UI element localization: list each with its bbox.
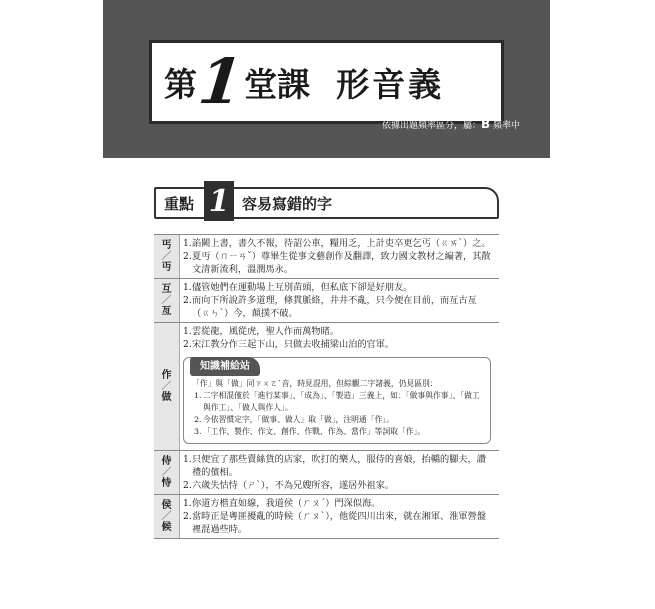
item-num: 2. [183, 339, 192, 350]
label-slash: ／ [161, 381, 172, 392]
item-num: 1. [183, 238, 192, 249]
knowledge-point [192, 414, 482, 426]
label-bottom: 丏 [161, 262, 172, 273]
section-label: 重點 [164, 194, 195, 213]
list-item [183, 338, 495, 351]
item-num: 1. [183, 326, 192, 337]
row-label [154, 279, 180, 322]
row-label [154, 451, 180, 494]
point-text: 今依習慣定字，「做事、做人」取「做」，注明通「作」。 [203, 415, 395, 424]
item-text: 諂闕上書，書久不報，待詔公車，糧用乏，上計吏卒更乞丐（ㄍㄞˋ）之。 [192, 238, 491, 249]
list-item [183, 497, 495, 510]
label-bottom: 亙 [161, 306, 172, 317]
item-text: 你道方楷直如線，我道侯（ㄏㄡˊ）門深似海。 [192, 498, 381, 509]
item-num: 1. [183, 282, 192, 293]
label-slash: ／ [161, 511, 172, 522]
item-num: 1. [183, 498, 192, 509]
item-num: 2. [183, 251, 192, 262]
list-item [183, 294, 495, 320]
item-num: 2. [183, 511, 192, 522]
row-body [180, 235, 499, 278]
knowledge-title: 知識補給站 [190, 357, 260, 376]
label-top: 作 [161, 370, 172, 381]
point-num: 2. [194, 415, 202, 424]
item-text: 宋江教分作三起下山，只做去收捕梁山泊的官軍。 [192, 339, 395, 350]
knowledge-point [192, 390, 482, 414]
knowledge-point [192, 426, 482, 438]
label-top: 侍 [161, 456, 172, 467]
knowledge-intro: 「作」與「做」同ㄗㄨㄛˋ音，時見混用，但綜觀二字諸義，仍見區別： [192, 379, 438, 388]
list-item [183, 237, 495, 250]
section-number: 1 [204, 181, 234, 221]
knowledge-box [183, 357, 491, 444]
label-top: 丐 [161, 240, 172, 251]
table-row [154, 235, 499, 279]
row-label [154, 323, 180, 450]
content-table [154, 234, 499, 539]
row-body [180, 451, 499, 494]
label-bottom: 恃 [161, 478, 172, 489]
row-body [180, 279, 499, 322]
item-text: 夏丏（ㄇㄧㄢˇ）尊畢生從事文藝創作及翻譯，致力國文教材之編著，其散文清新流利，溫潤馬永。 [192, 251, 491, 275]
label-slash: ／ [161, 467, 172, 478]
table-row [154, 451, 499, 495]
label-top: 侯 [161, 500, 172, 511]
title-suffix: 堂課 [244, 64, 311, 104]
section-heading [154, 183, 499, 219]
list-item [183, 281, 495, 294]
lesson-name: 形音義 [336, 64, 445, 104]
label-slash: ／ [161, 295, 172, 306]
point-text: 二字相混僅於「進行某事」、「成為」、「製造」三義上，如：「做事與作事」、「做工與作工」、「做人與作人」。 [203, 391, 480, 412]
item-text: 只便宜了那些賣絲貨的店家，吹打的樂人，服侍的喜娘，抬轎的腳夫，讚禮的儐相。 [192, 454, 486, 478]
label-top: 互 [161, 284, 172, 295]
item-num: 1. [183, 454, 192, 465]
table-row [154, 495, 499, 539]
item-text: 雲從龍，風從虎，聖人作而萬物睹。 [192, 326, 339, 337]
label-bottom: 做 [161, 392, 172, 403]
label-slash: ／ [161, 251, 172, 262]
row-label [154, 235, 180, 278]
item-num: 2. [183, 480, 192, 491]
title-prefix: 第 [164, 64, 197, 104]
point-text: 「工作、製作、作文、創作、作戰、作為、當作」等詞取「作」。 [203, 427, 426, 436]
lesson-title-box [149, 40, 504, 124]
row-body [180, 495, 499, 538]
item-text: 當時正是粵匪擾亂的時候（ㄏㄡˋ），他從四川出來，就在湘軍、淮軍營盤裡混過些時。 [192, 511, 486, 535]
item-text: 儘管她們在運動場上互別苗頭，但私底下卻是好朋友。 [192, 282, 413, 293]
row-label [154, 495, 180, 538]
section-title: 容易寫錯的字 [242, 194, 333, 213]
knowledge-content [192, 378, 482, 438]
freq-text: 依據出題頻率區分，屬： [381, 121, 481, 131]
row-body [180, 323, 499, 450]
item-text: 六歲失怙恃（ㄕˋ），不為兄嫂所容，遂居外祖家。 [192, 480, 395, 491]
table-row [154, 323, 499, 451]
frequency-note [290, 117, 520, 131]
point-num: 3. [194, 427, 202, 436]
label-bottom: 候 [161, 522, 172, 533]
lesson-number: 1 [195, 45, 247, 118]
point-num: 1. [194, 391, 202, 400]
list-item [183, 325, 495, 338]
table-row [154, 279, 499, 323]
freq-level: B [480, 117, 491, 131]
item-text: 而向下所說許多道理，條貫脈絡，井井不亂，只今便在目前，而亙古亙（ㄍㄣˋ）今，顛撲不破。 [192, 295, 477, 319]
item-num: 2. [183, 295, 192, 306]
list-item [183, 250, 495, 276]
list-item [183, 479, 495, 492]
list-item [183, 453, 495, 479]
list-item [183, 510, 495, 536]
freq-tail: 頻率中 [490, 121, 520, 131]
